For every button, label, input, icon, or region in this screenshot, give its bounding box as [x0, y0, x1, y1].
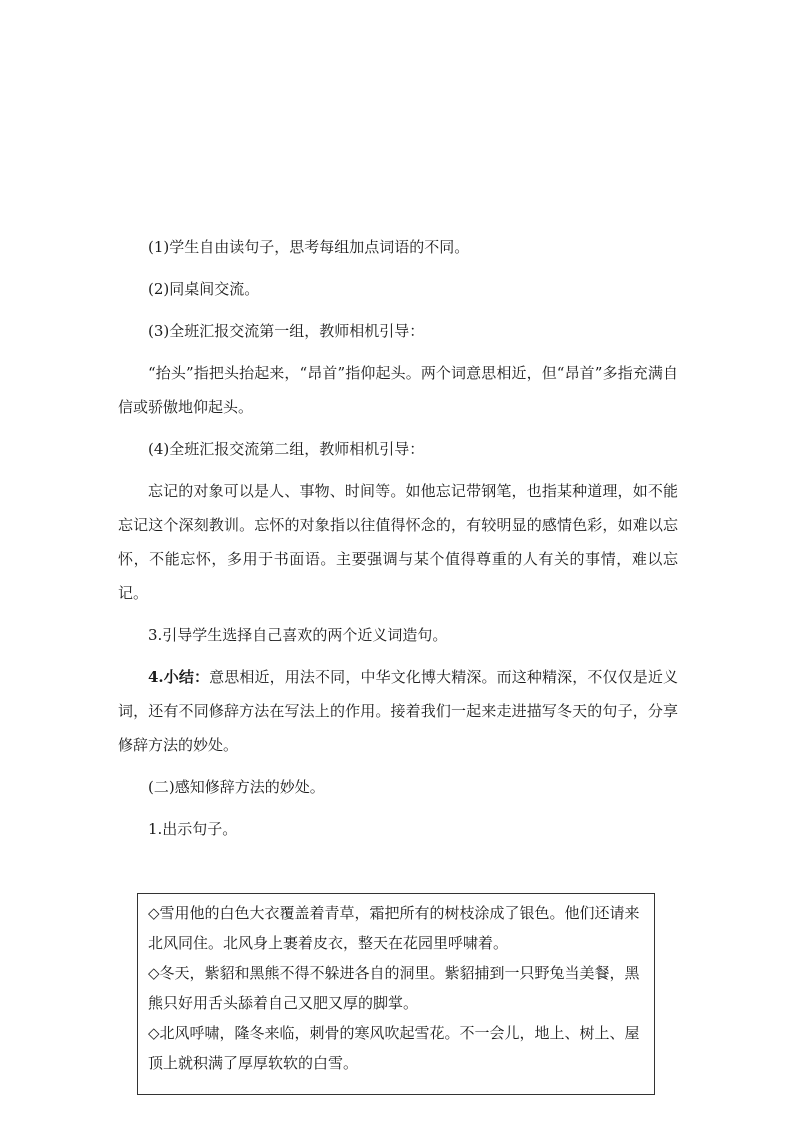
group-1-explanation: “抬头”指把头抬起来，“昂首”指仰起头。两个词意思相近，但“昂首”多指充满自信或骄傲地仰起头。	[118, 364, 678, 416]
sentence-making-paragraph: 3.引导学生选择自己喜欢的两个近义词造句。	[148, 626, 448, 644]
example-sentence-3: ◇北风呼啸，隆冬来临，刺骨的寒风吹起雪花。不一会儿，地上、树上、屋顶上就积满了厚厚软软的白雪。	[148, 1024, 640, 1072]
example-sentence-1: ◇雪用他的白色大衣覆盖着青草，霜把所有的树枝涂成了银色。他们还请来北风同住。北风身上裹着皮衣，整天在花园里呼啸着。	[148, 904, 640, 952]
step-4-paragraph: (4)全班汇报交流第二组，教师相机引导：	[148, 440, 425, 458]
summary-label: 4.小结：	[148, 668, 210, 686]
step-1-paragraph: (1)学生自由读句子，思考每组加点词语的不同。	[148, 238, 470, 256]
example-sentences-box	[137, 893, 655, 1095]
section-2-heading: (二)感知修辞方法的妙处。	[148, 778, 325, 796]
show-sentences-paragraph: 1.出示句子。	[148, 820, 238, 838]
summary-paragraph	[118, 660, 678, 762]
step-2-paragraph: (2)同桌间交流。	[148, 280, 260, 298]
lesson-content	[118, 230, 678, 854]
group-2-explanation: 忘记的对象可以是人、事物、时间等。如他忘记带钢笔，也指某种道理，如不能忘记这个深刻教训。忘怀的对象指以往值得怀念的，有较明显的感情色彩，如难以忘怀，不能忘怀，多用于书面语。主要强调与某个值得尊重的人有关的事情，难以忘记。	[118, 482, 678, 602]
summary-body: 意思相近，用法不同，中华文化博大精深。而这种精深，不仅仅是近义词，还有不同修辞方法在写法上的作用。接着我们一起来走进描写冬天的句子，分享修辞方法的妙处。	[118, 668, 678, 754]
step-3-paragraph: (3)全班汇报交流第一组，教师相机引导：	[148, 322, 425, 340]
example-sentence-2: ◇冬天，紫貂和黑熊不得不躲进各自的洞里。紫貂捕到一只野兔当美餐，黑熊只好用舌头舔着自己又肥又厚的脚掌。	[148, 964, 640, 1012]
